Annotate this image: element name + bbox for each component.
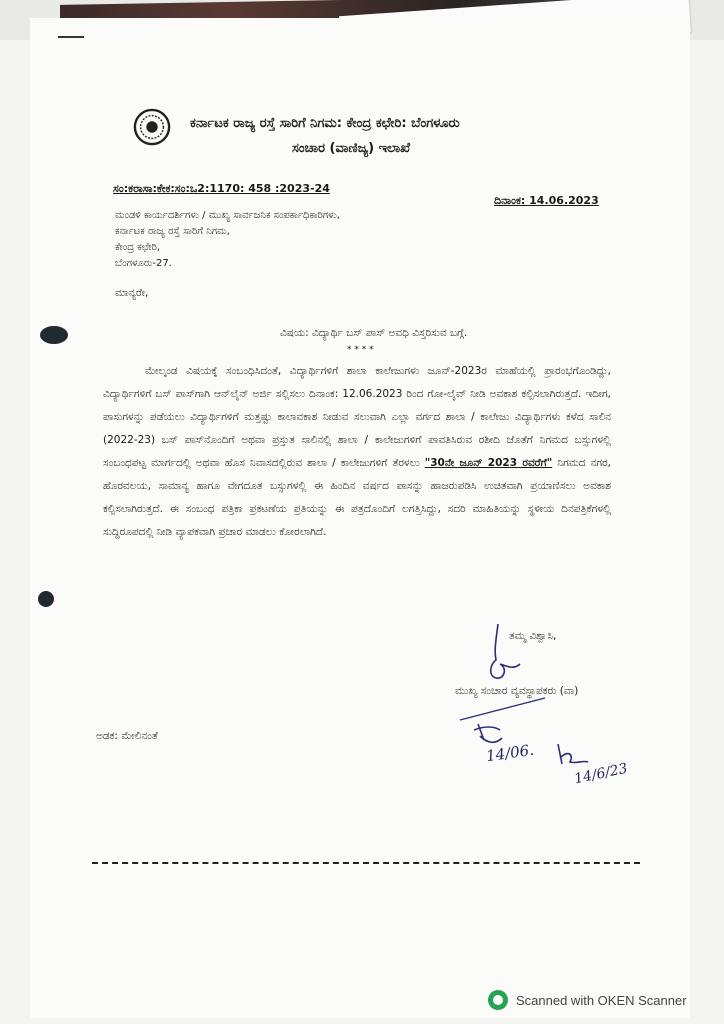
addressee-line-4: ಬೆಂಗಳೂರು-27. [115,258,172,269]
letter-body-part2: ನಿಗಮದ ನಗರ, ಹೊರವಲಯ, ಸಾಮಾನ್ಯ ಹಾಗೂ ವೇಗದೂತ ಬಸ್ಸುಗಳಲ್ಲಿ ಈ ಹಿಂದಿನ ವರ್ಷದ ಪಾಸನ್ನು ಹಾಜರುಪಡಿಸಿ ಉಚಿತವಾಗಿ ಪ್ರಯಾಣಿಸಲು ಅವಕಾಶ ಕಲ್ಪಿಸಲಾಗಿರುತ್ತದೆ. ಈ ಸಂಬಂಧ ಪತ್ರಿಕಾ ಪ್ರಕಟಣೆಯ ಪ್ರತಿಯನ್ನು ಈ ಪತ್ರದೊಂದಿಗೆ ಲಗತ್ತಿಸಿದ್ದು, ಸದರಿ ಮಾಹಿತಿಯನ್ನು ಸ್ಥಳೀಯ ದಿನಪತ್ರಿಕೆಗಳಲ್ಲಿ ಸುದ್ದಿರೂಪದಲ್ಲಿ ನೀಡಿ ವ್ಯಾಪಕವಾಗಿ ಪ್ರಚಾರ ಮಾಡಲು ಕೋರಲಾಗಿದೆ. [103,457,611,538]
org-header-line2: ಸಂಚಾರ (ವಾಣಿಜ್ಯ) ಇಲಾಖೆ [292,141,411,156]
punch-hole-top [40,326,68,344]
ksrtc-logo [133,108,171,146]
subject-line: ವಿಷಯ: ವಿದ್ಯಾರ್ಥಿ ಬಸ್ ಪಾಸ್ ಅವಧಿ ವಿಸ್ತರಿಸುವ ಬಗ್ಗೆ. [280,327,468,339]
scanner-watermark [488,990,687,1010]
addressee-line-1: ಮಂಡಳಿ ಕಾರ್ಯದರ್ಶಿಗಳು / ಮುಖ್ಯ ಸಾರ್ವಜನಿಕ ಸಂಪರ್ಕಾಧಿಕಾರಿಗಳು, [115,210,340,221]
letter-body-part1: ಮೇಲ್ಕಂಡ ವಿಷಯಕ್ಕೆ ಸಂಬಂಧಿಸಿದಂತೆ, ವಿದ್ಯಾರ್ಥಿಗಳಿಗೆ ಶಾಲಾ ಕಾಲೇಜುಗಳು ಜೂನ್-2023ರ ಮಾಹೆಯಲ್ಲಿ ಪ್ರಾರಂಭಗೊಂಡಿದ್ದು, ವಿದ್ಯಾರ್ಥಿಗಳಿಗೆ ಬಸ್ ಪಾಸ್‌ಗಾಗಿ ಆನ್‌ಲೈನ್ ಅರ್ಜಿ ಸಲ್ಲಿಸಲು ದಿನಾಂಕ: 12.06.2023 ರಿಂದ ಗೋ-ಲೈವ್ ನೀಡಿ ಅವಕಾಶ ಕಲ್ಪಿಸಲಾಗಿರುತ್ತದೆ. ಇದೀಗ, ಪಾಸುಗಳನ್ನು ಪಡೆಯಲು ವಿದ್ಯಾರ್ಥಿಗಳಿಗೆ ಮತ್ತಷ್ಟು ಕಾಲಾವಕಾಶ ನೀಡುವ ಸಲುವಾಗಿ ಎಲ್ಲಾ ವರ್ಗದ ಶಾಲಾ / ಕಾಲೇಜು ವಿದ್ಯಾರ್ಥಿಗಳು ಕಳೆದ ಸಾಲಿನ (2022-23) ಬಸ್ ಪಾಸ್‌ನೊಂದಿಗೆ ಅಥವಾ ಪ್ರಸ್ತುತ ಸಾಲಿನಲ್ಲಿ ಶಾಲಾ / ಕಾಲೇಜುಗಳಿಗೆ ಪಾವತಿಸಿರುವ ರಶೀದಿ ಜೊತೆಗೆ ನಿಗಮದ ಬಸ್ಸುಗಳಲ್ಲಿ ಸಂಬಂಧಪಟ್ಟ ಮಾರ್ಗದಲ್ಲಿ ಅಥವಾ ಹೊಸ ನಿವಾಸದಲ್ಲಿರುವ ಶಾಲಾ / ಕಾಲೇಜುಗಳಿಗೆ ತೆರಳಲು [103,365,611,469]
addressee-line-3: ಕೇಂದ್ರ ಕಛೇರಿ, [115,242,161,253]
officer-designation: ಮುಖ್ಯ ಸಂಚಾರ ವ್ಯವಸ್ಥಾಪಕರು (ವಾ) [455,685,579,697]
page-footer-divider [92,862,640,864]
deadline-highlight: "30ನೇ ಜೂನ್ 2023 ರವರೆಗೆ" [424,457,553,469]
handwritten-date-1: 14/06. [484,740,536,766]
letter-date: ದಿನಾಂಕ: 14.06.2023 [494,194,599,207]
salutation: ಮಾನ್ಯರೇ, [115,287,149,299]
reference-number: ಸಂ:ಕರಾಸಾ:ಕೇಕ:ಸಂ:ಒ2:1170: 458 :2023-24 [113,182,330,195]
org-header-line1: ಕರ್ನಾಟಕ ರಾಜ್ಯ ರಸ್ತೆ ಸಾರಿಗೆ ನಿಗಮ: ಕೇಂದ್ರ ಕಛೇರಿ: ಬೆಂಗಳೂರು [190,116,460,131]
initial-signature-2 [552,740,592,772]
subject-stars: * * * * [347,345,374,355]
officer-signature [450,620,560,730]
closing-regards: ತಮ್ಮ ವಿಶ್ವಾಸಿ, [509,630,557,642]
handwritten-date-2: 14/6/23 [572,760,630,788]
enclosure-note: ಅಡಕ: ಮೇಲಿನಂತೆ [96,730,158,742]
punch-hole-bottom [38,591,54,607]
page-edge-mark [58,36,84,38]
scanner-logo-icon [488,990,508,1010]
letter-body [103,360,611,544]
addressee-line-2: ಕರ್ನಾಟಕ ರಾಜ್ಯ ರಸ್ತೆ ಸಾರಿಗೆ ನಿಗಮ, [115,226,230,237]
scanner-watermark-text: Scanned with OKEN Scanner [516,992,687,1008]
